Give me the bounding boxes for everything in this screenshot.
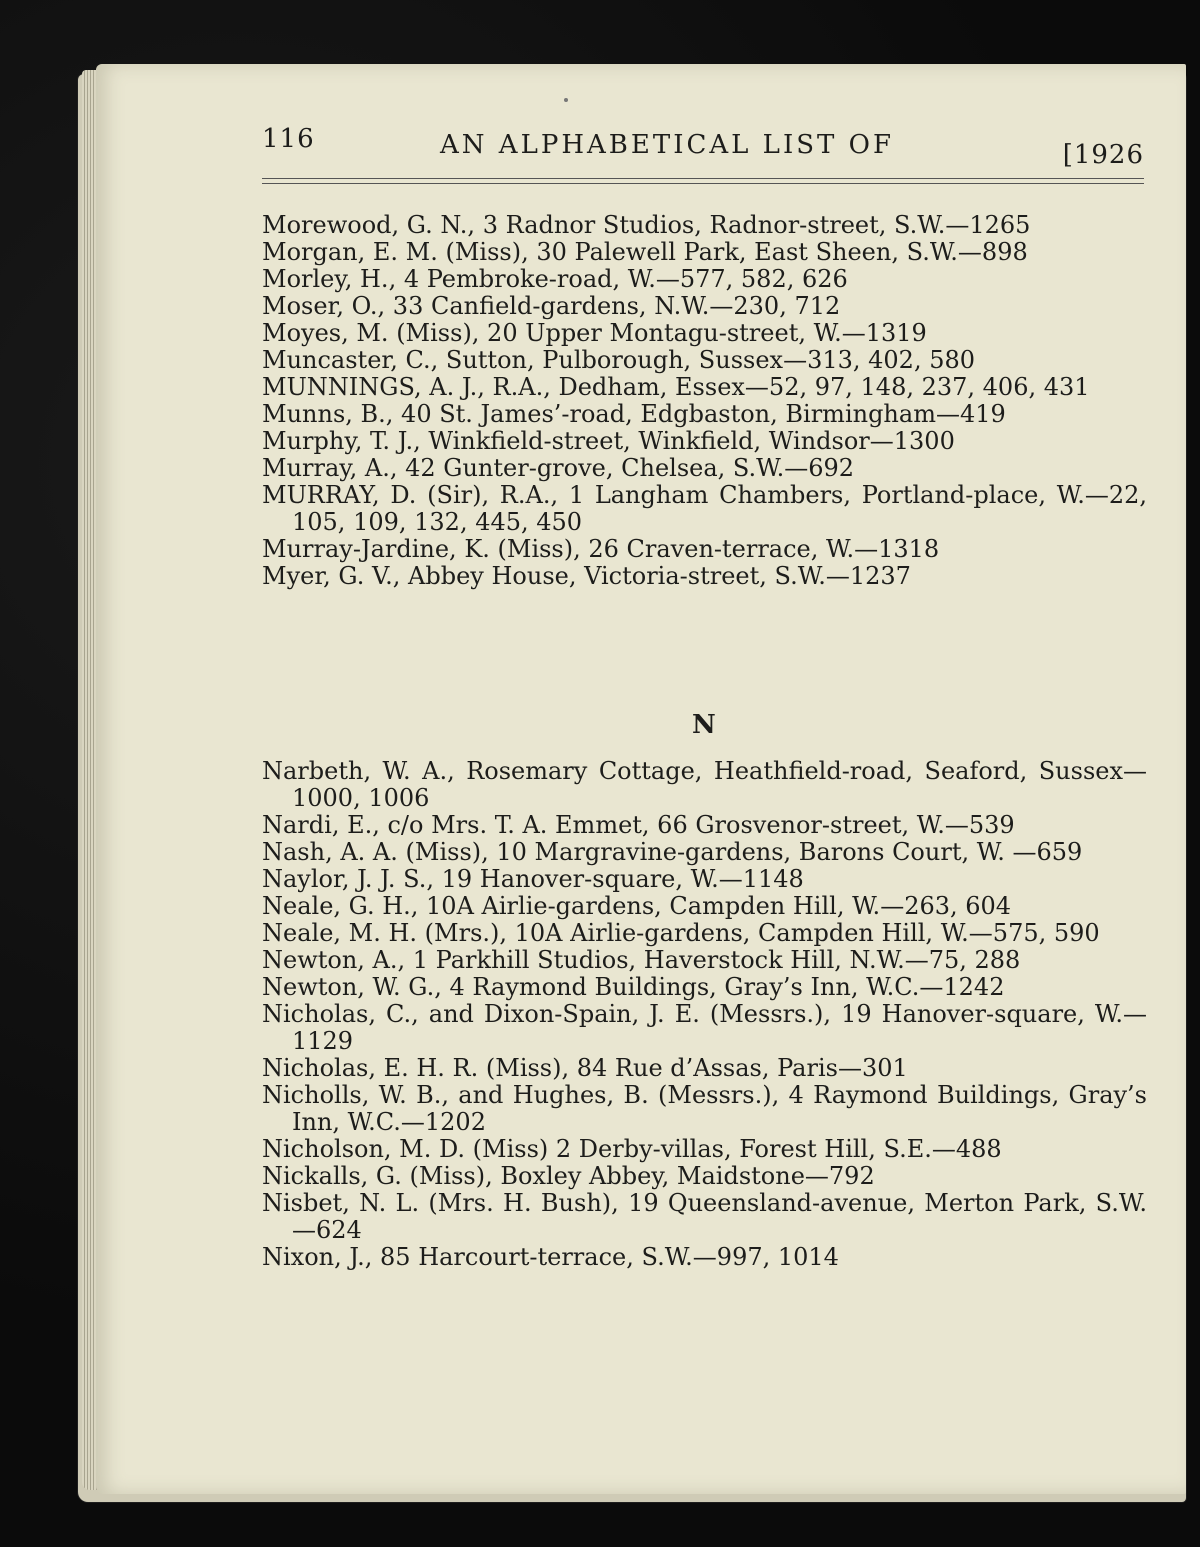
list-entry: Nixon, J., 85 Harcourt-terrace, S.W.—997, 1014: [262, 1243, 839, 1271]
list-entry: Nisbet, N. L. (Mrs. H. Bush), 19 Queensland-avenue, Merton Park, S.W.—624: [262, 1189, 1147, 1244]
list-entry: Nickalls, G. (Miss), Boxley Abbey, Maidstone—792: [262, 1162, 875, 1190]
list-entry: MUNNINGS, A. J., R.A., Dedham, Essex—52, 97, 148, 237, 406, 431: [262, 373, 1090, 401]
list-entry: Moyes, M. (Miss), 20 Upper Montagu-street, W.—1319: [262, 319, 927, 347]
page-number: 116: [262, 124, 315, 154]
list-entry: Munns, B., 40 St. James’-road, Edgbaston, Birmingham—419: [262, 400, 1006, 428]
print-speck: [564, 98, 568, 102]
running-title: AN ALPHABETICAL LIST OF: [440, 130, 894, 160]
list-entry: Newton, W. G., 4 Raymond Buildings, Gray’s Inn, W.C.—1242: [262, 973, 1005, 1001]
list-entry: Nardi, E., c/o Mrs. T. A. Emmet, 66 Grosvenor-street, W.—539: [262, 811, 1015, 839]
list-entry: Nash, A. A. (Miss), 10 Margravine-gardens, Barons Court, W. —659: [262, 838, 1083, 866]
list-entry: Nicholson, M. D. (Miss) 2 Derby-villas, Forest Hill, S.E.—488: [262, 1135, 1002, 1163]
list-entry: Moser, O., 33 Canfield-gardens, N.W.—230, 712: [262, 292, 841, 320]
list-entry: Morewood, G. N., 3 Radnor Studios, Radnor-street, S.W.—1265: [262, 211, 1031, 239]
list-entry: Nicholls, W. B., and Hughes, B. (Messrs.), 4 Raymond Buildings, Gray’s Inn, W.C.—1202: [262, 1081, 1147, 1136]
list-entry: Muncaster, C., Sutton, Pulborough, Sussex—313, 402, 580: [262, 346, 976, 374]
header-year: [1926: [1062, 140, 1144, 170]
list-entry: Neale, M. H. (Mrs.), 10A Airlie-gardens, Campden Hill, W.—575, 590: [262, 919, 1100, 947]
list-entry: Naylor, J. J. S., 19 Hanover-square, W.—1148: [262, 865, 804, 893]
list-entry: Myer, G. V., Abbey House, Victoria-street, S.W.—1237: [262, 562, 911, 590]
list-entry: Nicholas, C., and Dixon-Spain, J. E. (Messrs.), 19 Hanover-square, W.—1129: [262, 1000, 1147, 1055]
list-entry: Murphy, T. J., Winkfield-street, Winkfield, Windsor—1300: [262, 427, 955, 455]
list-entry: Newton, A., 1 Parkhill Studios, Haverstock Hill, N.W.—75, 288: [262, 946, 1021, 974]
list-entry: MURRAY, D. (Sir), R.A., 1 Langham Chambers, Portland-place, W.—22, 105, 109, 132, 445, 450: [262, 481, 1147, 536]
header-rule-bottom: [262, 183, 1144, 184]
list-entry: Morgan, E. M. (Miss), 30 Palewell Park, East Sheen, S.W.—898: [262, 238, 1028, 266]
list-entry: Morley, H., 4 Pembroke-road, W.—577, 582, 626: [262, 265, 848, 293]
list-entry: Nicholas, E. H. R. (Miss), 84 Rue d’Assas, Paris—301: [262, 1054, 908, 1082]
list-entry: Murray, A., 42 Gunter-grove, Chelsea, S.W.—692: [262, 454, 855, 482]
entries-m-list: [262, 212, 1147, 590]
list-entry: Murray-Jardine, K. (Miss), 26 Craven-terrace, W.—1318: [262, 535, 940, 563]
list-entry: Narbeth, W. A., Rosemary Cottage, Heathfield-road, Seaford, Sussex—1000, 1006: [262, 757, 1147, 812]
entries-n-list: [262, 758, 1147, 1271]
section-heading-n: N: [692, 710, 716, 740]
running-header: [262, 124, 1144, 168]
list-entry: Neale, G. H., 10A Airlie-gardens, Campden Hill, W.—263, 604: [262, 892, 1012, 920]
header-rule-top: [262, 178, 1144, 179]
